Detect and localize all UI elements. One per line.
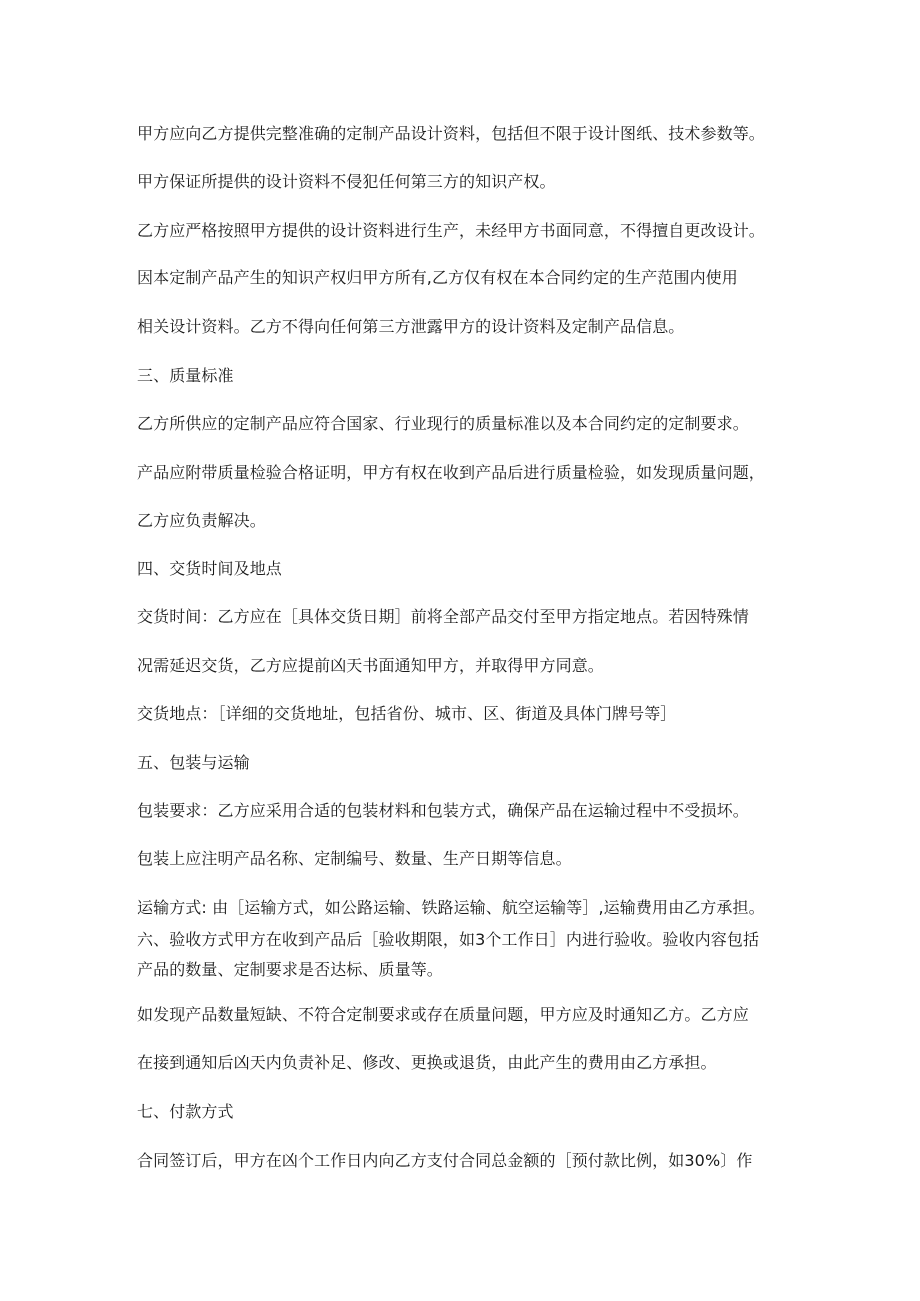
section-heading-payment: 七、付款方式 — [137, 1102, 234, 1121]
paragraph-line-delivery-place: 交货地点：［详细的交货地址，包括省份、城市、区、街道及具体门牌号等］ — [137, 704, 677, 723]
paragraph-line-defect-notice: 如发现产品数量短缺、不符合定制要求或存在质量问题，甲方应及时通知乙方。乙方应 — [137, 1005, 749, 1024]
paragraph-line-quality-standard: 乙方所供应的定制产品应符合国家、行业现行的质量标准以及本合同约定的定制要求。 — [137, 414, 749, 433]
paragraph-line-defect-remedy: 在接到通知后凶天内负责补足、修改、更换或退货，由此产生的费用由乙方承担。 — [137, 1053, 717, 1072]
paragraph-line-ip-ownership: 因本定制产品产生的知识产权归甲方所有,乙方仅有权在本合同约定的生产范围内使用 — [137, 268, 738, 287]
section-heading-delivery: 四、交货时间及地点 — [137, 559, 282, 578]
paragraph-line-packaging-requirement: 包装要求：乙方应采用合适的包装材料和包装方式，确保产品在运输过程中不受损坏。 — [137, 801, 749, 820]
paragraph-line-delivery-time: 交货时间：乙方应在［具体交货日期］前将全部产品交付至甲方指定地点。若因特殊情 — [137, 607, 749, 626]
paragraph-line-quality-resolve: 乙方应负责解决。 — [137, 511, 266, 530]
section-heading-acceptance: 六、验收方式甲方在收到产品后［验收期限，如3个工作日］内进行验收。验收内容包括 — [137, 930, 760, 949]
paragraph-line-production: 乙方应严格按照甲方提供的设计资料进行生产，未经甲方书面同意，不得擅自更改设计。 — [137, 221, 765, 240]
paragraph-line-design-materials: 甲方应向乙方提供完整准确的定制产品设计资料，包括但不限于设计图纸、技术参数等。 — [137, 124, 765, 143]
paragraph-line-packaging-label: 包装上应注明产品名称、定制编号、数量、生产日期等信息。 — [137, 849, 572, 868]
section-heading-quality: 三、质量标准 — [137, 366, 234, 385]
paragraph-line-ip-guarantee: 甲方保证所提供的设计资料不侵犯任何第三方的知识产权。 — [137, 172, 556, 191]
paragraph-line-transport: 运输方式: 由［运输方式，如公路运输、铁路运输、航空运输等］,运输费用由乙方承担。 — [137, 898, 765, 917]
paragraph-line-acceptance-content: 产品的数量、定制要求是否达标、质量等。 — [137, 960, 443, 979]
section-heading-packaging: 五、包装与运输 — [137, 753, 250, 772]
paragraph-line-payment: 合同签订后，甲方在凶个工作日内向乙方支付合同总金额的［预付款比例，如30%〕作 — [137, 1151, 753, 1170]
paragraph-line-delivery-delay: 况需延迟交货，乙方应提前凶天书面通知甲方，并取得甲方同意。 — [137, 656, 604, 675]
paragraph-line-quality-inspection: 产品应附带质量检验合格证明，甲方有权在收到产品后进行质量检验，如发现质量问题， — [137, 463, 765, 482]
paragraph-line-confidentiality: 相关设计资料。乙方不得向任何第三方泄露甲方的设计资料及定制产品信息。 — [137, 317, 685, 336]
